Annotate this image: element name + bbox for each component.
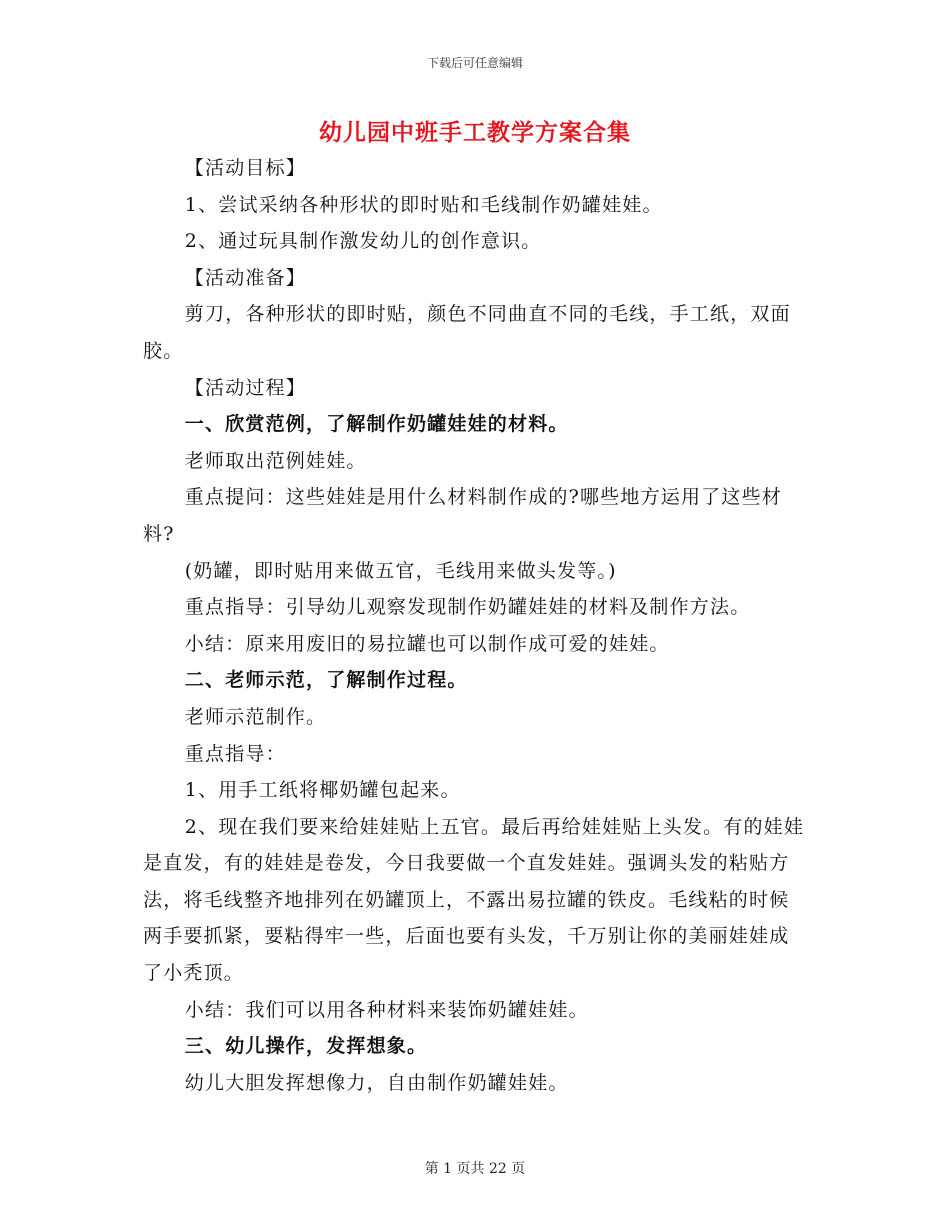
document-body xyxy=(143,150,808,1101)
paragraph-preparation-materials: 剪刀，各种形状的即时贴，颜色不同曲直不同的毛线，手工纸，双面胶。 xyxy=(143,303,791,362)
section-heading-1: 一、欣赏范例，了解制作奶罐娃娃的材料。 xyxy=(184,413,569,436)
paragraph-activity-goals-heading: 【活动目标】 xyxy=(184,157,306,179)
section-heading-3: 三、幼儿操作，发挥想象。 xyxy=(184,1035,428,1058)
paragraph-key-guidance-2: 重点指导： xyxy=(184,742,286,765)
paragraph-goal-1: 1、尝试采纳各种形状的即时贴和毛线制作奶罐娃娃。 xyxy=(184,193,663,216)
paragraph-child-operation: 幼儿大胆发挥想像力，自由制作奶罐娃娃。 xyxy=(184,1071,569,1094)
paragraph-preparation-heading: 【活动准备】 xyxy=(184,266,306,289)
paragraph-key-guidance-1: 重点指导：引导幼儿观察发现制作奶罐娃娃的材料及制作方法。 xyxy=(184,596,751,619)
paragraph-teacher-demo: 老师示范制作。 xyxy=(184,705,327,728)
page-header: 下载后可任意编辑 xyxy=(426,56,523,70)
paragraph-process-heading: 【活动过程】 xyxy=(184,376,306,399)
paragraph-step-2: 2、现在我们要来给娃娃贴上五官。最后再给娃娃贴上头发。有的娃娃是直发，有的娃娃是卷发，今日我要做一个直发娃娃。强调头发的粘贴方法，将毛线整齐地排列在奶罐顶上，不露出易拉罐的铁皮。毛线粘的时候两手要抓紧，要粘得牢一些，后面也要有头发，千万别让你的美丽娃娃成了小秃顶。 xyxy=(143,815,805,985)
page-footer: 第 1 页共 22 页 xyxy=(424,1161,526,1177)
document-title: 幼儿园中班手工教学方案合集 xyxy=(319,119,631,146)
section-heading-2: 二、老师示范，了解制作过程。 xyxy=(184,669,468,692)
paragraph-summary-1: 小结：原来用废旧的易拉罐也可以制作成可爱的娃娃。 xyxy=(184,632,670,655)
paragraph-key-question: 重点提问：这些娃娃是用什么材料制作成的?哪些地方运用了这些材料? xyxy=(143,486,782,545)
paragraph-summary-2: 小结：我们可以用各种材料来装饰奶罐娃娃。 xyxy=(184,998,589,1021)
paragraph-goal-2: 2、通过玩具制作激发幼儿的创作意识。 xyxy=(184,230,542,253)
paragraph-answer-note: (奶罐，即时贴用来做五官，毛线用来做头发等。) xyxy=(184,559,617,582)
paragraph-step-1: 1、用手工纸将椰奶罐包起来。 xyxy=(184,779,461,802)
paragraph-teacher-example: 老师取出范例娃娃。 xyxy=(184,449,367,472)
